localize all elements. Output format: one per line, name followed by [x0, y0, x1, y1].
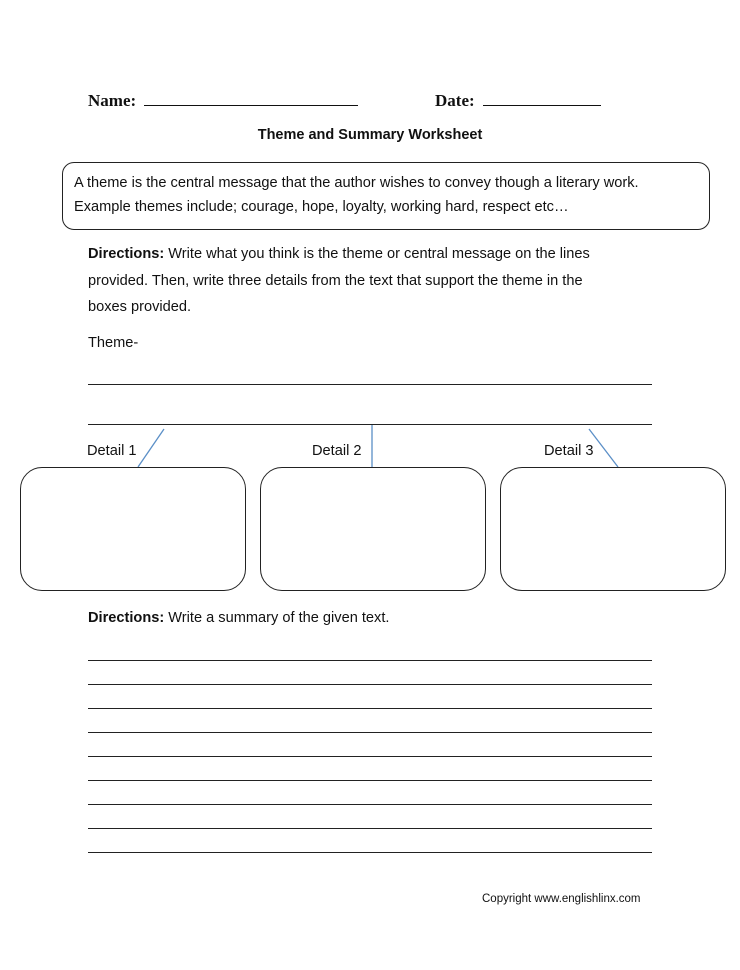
detail-1-label: Detail 1: [87, 443, 137, 459]
detail-3-label: Detail 3: [544, 443, 594, 459]
summary-answer-line[interactable]: [88, 684, 652, 685]
summary-answer-line[interactable]: [88, 756, 652, 757]
detail-3-box[interactable]: [500, 467, 726, 591]
definition-line-2: Example themes include; courage, hope, loyalty, working hard, respect etc…: [74, 199, 569, 215]
summary-answer-line[interactable]: [88, 804, 652, 805]
summary-answer-line[interactable]: [88, 852, 652, 853]
connector-line-detail-1: [138, 429, 164, 467]
directions-text: Write a summary of the given text.: [164, 610, 390, 626]
copyright-notice: Copyright www.englishlinx.com: [482, 893, 641, 905]
directions-theme-line-2: provided. Then, write three details from the text that support the theme in the: [88, 273, 583, 289]
theme-label: Theme-: [88, 335, 139, 351]
detail-1-box[interactable]: [20, 467, 246, 591]
directions-theme-line-3: boxes provided.: [88, 299, 192, 315]
date-label: Date:: [435, 91, 475, 110]
summary-answer-line[interactable]: [88, 780, 652, 781]
directions-label: Directions:: [88, 246, 165, 262]
summary-answer-line[interactable]: [88, 828, 652, 829]
name-label: Name:: [88, 91, 137, 110]
worksheet-title: Theme and Summary Worksheet: [257, 127, 483, 143]
summary-answer-line[interactable]: [88, 732, 652, 733]
detail-2-box[interactable]: [260, 467, 486, 591]
definition-line-1: A theme is the central message that the author wishes to convey though a literary work.: [74, 175, 639, 191]
summary-answer-line[interactable]: [88, 708, 652, 709]
summary-answer-line[interactable]: [88, 660, 652, 661]
detail-2-label: Detail 2: [312, 443, 362, 459]
directions-label: Directions:: [88, 610, 165, 626]
directions-summary: [88, 610, 389, 626]
directions-text: Write what you think is the theme or central message on the lines: [164, 246, 590, 262]
